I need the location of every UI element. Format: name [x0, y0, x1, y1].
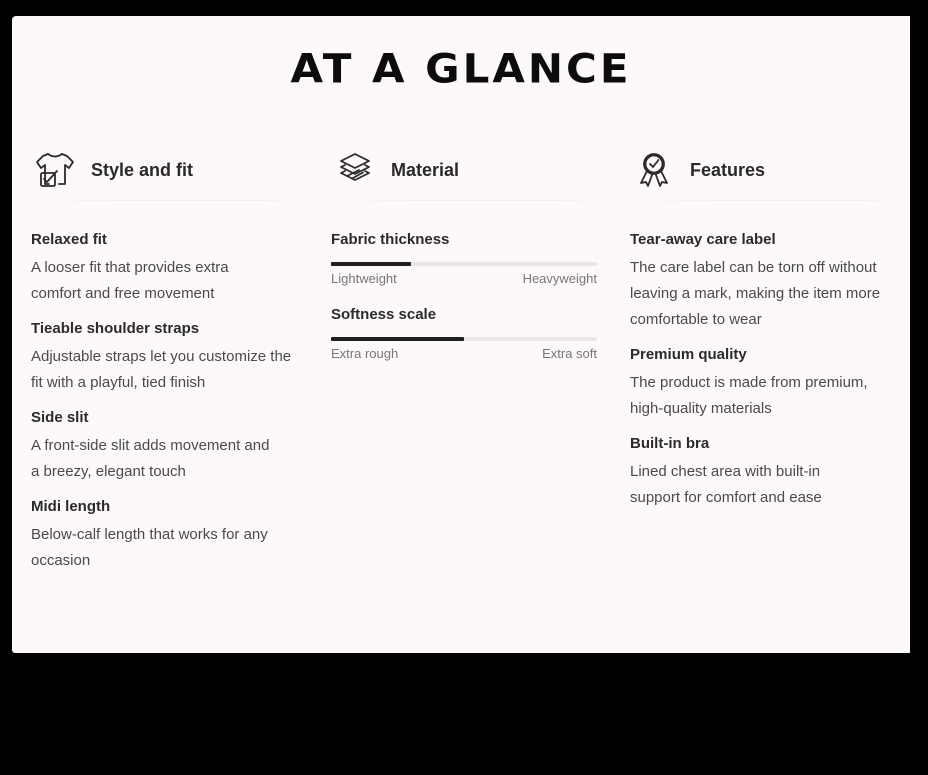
list-item	[31, 408, 301, 485]
item-description: The care label can be torn off without leaving a mark, making the item more comfortable to wear	[630, 259, 881, 328]
item-title: Tear-away care label	[630, 231, 776, 248]
style-and-fit-header	[31, 148, 301, 192]
scale-max-label: Heavyweight	[522, 271, 597, 286]
item-description: Adjustable straps let you customize the fit with a playful, tied finish	[31, 348, 292, 391]
item-title: Tieable shoulder straps	[31, 320, 200, 337]
item-description: Lined chest area with built-in support for comfort and ease	[630, 463, 822, 506]
scale-min-label: Extra rough	[331, 346, 399, 361]
scale-track	[331, 337, 597, 341]
features-header	[630, 148, 900, 192]
list-item	[31, 497, 301, 574]
style-items-list	[31, 230, 301, 574]
list-item	[31, 319, 301, 396]
item-title: Premium quality	[630, 346, 747, 363]
award-ribbon-icon	[632, 148, 676, 192]
item-description: Below-calf length that works for any occasion	[31, 526, 268, 569]
item-title: Relaxed fit	[31, 231, 107, 248]
features-label: Features	[690, 159, 766, 180]
item-title: Built-in bra	[630, 435, 710, 452]
style-and-fit-label: Style and fit	[91, 159, 194, 180]
scale-labels	[331, 346, 597, 362]
features-column	[630, 148, 900, 523]
scale-fill	[331, 337, 464, 341]
item-description: The product is made from premium, high-quality materials	[630, 374, 868, 417]
scale-max-label: Extra soft	[542, 346, 597, 361]
material-label: Material	[391, 159, 460, 180]
page-title: AT A GLANCE	[290, 45, 632, 92]
scale-title: Softness scale	[331, 306, 437, 323]
material-header	[331, 148, 601, 192]
material-column	[331, 148, 601, 380]
scale-labels	[331, 271, 597, 287]
header-divider	[331, 200, 601, 201]
item-description: A front-side slit adds movement and a breezy, elegant touch	[31, 437, 270, 480]
scale-track	[331, 262, 597, 266]
list-item	[630, 434, 900, 511]
scale-min-label: Lightweight	[331, 271, 397, 286]
list-item	[630, 345, 900, 422]
softness-scale	[331, 305, 597, 362]
list-item	[630, 230, 900, 333]
scale-title: Fabric thickness	[331, 231, 450, 248]
item-title: Midi length	[31, 498, 111, 515]
item-title: Side slit	[31, 409, 89, 426]
style-and-fit-column	[31, 148, 301, 586]
item-description: A looser fit that provides extra comfort and free movement	[31, 259, 229, 302]
at-a-glance-panel	[12, 16, 910, 653]
material-scales	[331, 230, 601, 362]
fabric-thickness-scale	[331, 230, 597, 287]
header-divider	[630, 200, 900, 201]
list-item	[31, 230, 301, 307]
tshirt-check-icon	[33, 148, 77, 192]
scale-fill	[331, 262, 411, 266]
features-items-list	[630, 230, 900, 511]
layers-icon	[333, 148, 377, 192]
header-divider	[31, 200, 301, 201]
